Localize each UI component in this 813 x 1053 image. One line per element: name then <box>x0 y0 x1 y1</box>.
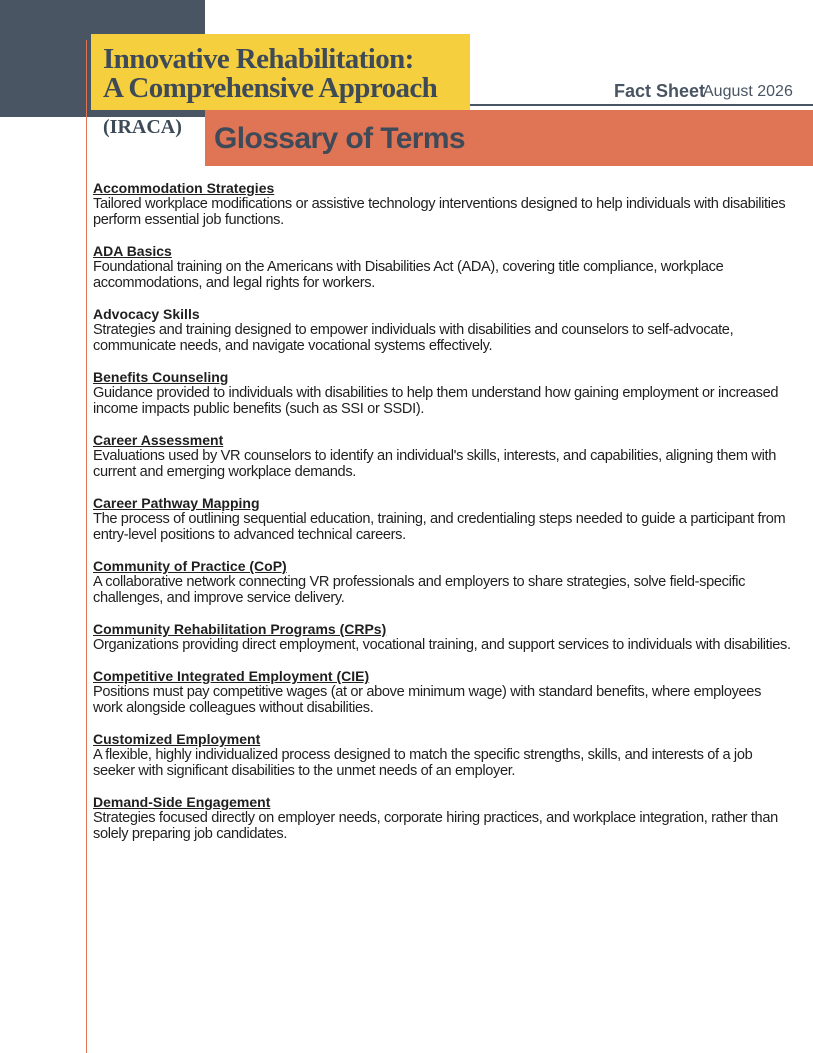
glossary-definition: Strategies and training designed to empower individuals with disabilities and counselors to self-advocate, communicate needs, and navigate vocational systems effectively. <box>93 322 734 354</box>
glossary-entry <box>93 668 793 716</box>
document-type-label: Fact Sheet <box>614 81 706 101</box>
glossary-entry <box>93 731 793 779</box>
header-rule <box>470 104 813 106</box>
glossary-definition: The process of outlining sequential education, training, and credentialing steps needed to guide a participant from entry-level positions to advanced technical careers. <box>93 511 786 543</box>
glossary-entry <box>93 495 793 543</box>
document-title-line-1: Innovative Rehabilitation: <box>103 43 414 75</box>
document-title-line-2: A Comprehensive Approach <box>103 72 438 104</box>
glossary-entry <box>93 243 793 291</box>
glossary-definition: Strategies focused directly on employer needs, corporate hiring practices, and workplace integration, rather than solely preparing job candidates. <box>93 810 778 842</box>
glossary-list <box>93 180 793 857</box>
glossary-term: Career Pathway Mapping <box>93 495 260 511</box>
glossary-entry <box>93 621 793 653</box>
glossary-definition: Organizations providing direct employment, vocational training, and support services to individuals with disabilities. <box>93 637 791 653</box>
glossary-term: Career Assessment <box>93 432 224 448</box>
document-acronym: (IRACA) <box>103 116 182 138</box>
glossary-term: Customized Employment <box>93 731 261 747</box>
glossary-term: Demand-Side Engagement <box>93 794 271 810</box>
glossary-definition: A flexible, highly individualized process designed to match the specific strengths, skills, and interests of a job seeker with significant disabilities to the unmet needs of an employer. <box>93 747 753 779</box>
glossary-definition: Guidance provided to individuals with disabilities to help them understand how gaining employment or increased income impacts public benefits (such as SSI or SSDI). <box>93 385 779 417</box>
glossary-definition: Positions must pay competitive wages (at or above minimum wage) with standard benefits, where employees work alongside colleagues without disabilities. <box>93 684 762 716</box>
glossary-entry <box>93 180 793 228</box>
glossary-term: Community Rehabilitation Programs (CRPs) <box>93 621 387 637</box>
glossary-entry <box>93 794 793 842</box>
glossary-entry <box>93 369 793 417</box>
glossary-term: Advocacy Skills <box>93 306 200 322</box>
glossary-definition: Foundational training on the Americans with Disabilities Act (ADA), covering title compliance, workplace accommodations, and legal rights for workers. <box>93 259 724 291</box>
document-date: August 2026 <box>703 83 793 100</box>
glossary-entry <box>93 306 793 354</box>
glossary-definition: A collaborative network connecting VR professionals and employers to share strategies, solve field-specific challenges, and improve service delivery. <box>93 574 746 606</box>
glossary-definition: Evaluations used by VR counselors to identify an individual's skills, interests, and capabilities, aligning them with current and emerging workplace demands. <box>93 448 776 480</box>
glossary-term: ADA Basics <box>93 243 172 259</box>
glossary-definition: Tailored workplace modifications or assistive technology interventions designed to help individuals with disabilities perform essential job functions. <box>93 196 786 228</box>
glossary-term: Community of Practice (CoP) <box>93 558 287 574</box>
glossary-term: Benefits Counseling <box>93 369 229 385</box>
glossary-entry <box>93 558 793 606</box>
section-title: Glossary of Terms <box>214 122 466 155</box>
glossary-term: Accommodation Strategies <box>93 180 275 196</box>
glossary-entry <box>93 432 793 480</box>
left-margin-rule <box>86 40 87 1053</box>
glossary-term: Competitive Integrated Employment (CIE) <box>93 668 370 684</box>
